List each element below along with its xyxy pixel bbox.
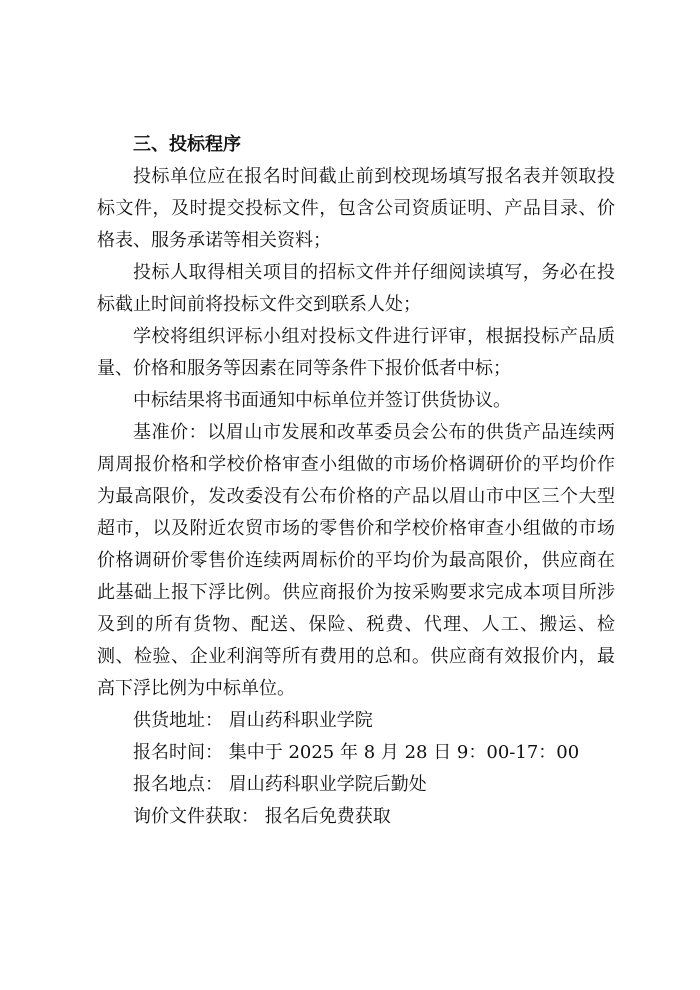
detail-supply-address: 供货地址： 眉山药科职业学院 bbox=[133, 710, 373, 731]
paragraph-notification: 中标结果将书面通知中标单位并签订供货协议。 bbox=[133, 390, 511, 411]
paragraph-benchmark-price: 基准价：以眉山市发展和改革委员会公布的供货产品连续两周周报价格和学校价格审查小组做的市场价格调研价的平均价作为最高限价，发改委没有公布价格的产品以眉山市中区三个大型超市，以及附近农贸市场的零售价和学校价格审查小组做的市场价格调研价零售价连续两周标价的平均价为最高限价，供应商在此基础上报下浮比例。供应商报价为按采购要求完成本项目所涉及到的所有货物、配送、保险、税费、代理、人工、搬运、检测、检验、企业利润等所有费用的总和。供应商有效报价内，最高下浮比例为中标单位。 bbox=[97, 422, 615, 699]
section-heading: 三、投标程序 bbox=[133, 134, 241, 155]
detail-document-access: 询价文件获取： 报名后免费获取 bbox=[133, 806, 391, 827]
detail-registration-time: 报名时间： 集中于 2025 年 8 月 28 日 9：00-17：00 bbox=[133, 742, 580, 763]
paragraph-evaluation: 学校将组织评标小组对投标文件进行评审，根据投标产品质量、价格和服务等因素在同等条件下报价低者中标； bbox=[97, 326, 615, 379]
document-body bbox=[97, 129, 615, 833]
paragraph-registration: 投标单位应在报名时间截止前到校现场填写报名表并领取投标文件，及时提交投标文件，包含公司资质证明、产品目录、价格表、服务承诺等相关资料； bbox=[97, 166, 615, 251]
detail-registration-location: 报名地点： 眉山药科职业学院后勤处 bbox=[133, 774, 427, 795]
paragraph-submission: 投标人取得相关项目的招标文件并仔细阅读填写，务必在投标截止时间前将投标文件交到联系人处； bbox=[97, 262, 615, 315]
